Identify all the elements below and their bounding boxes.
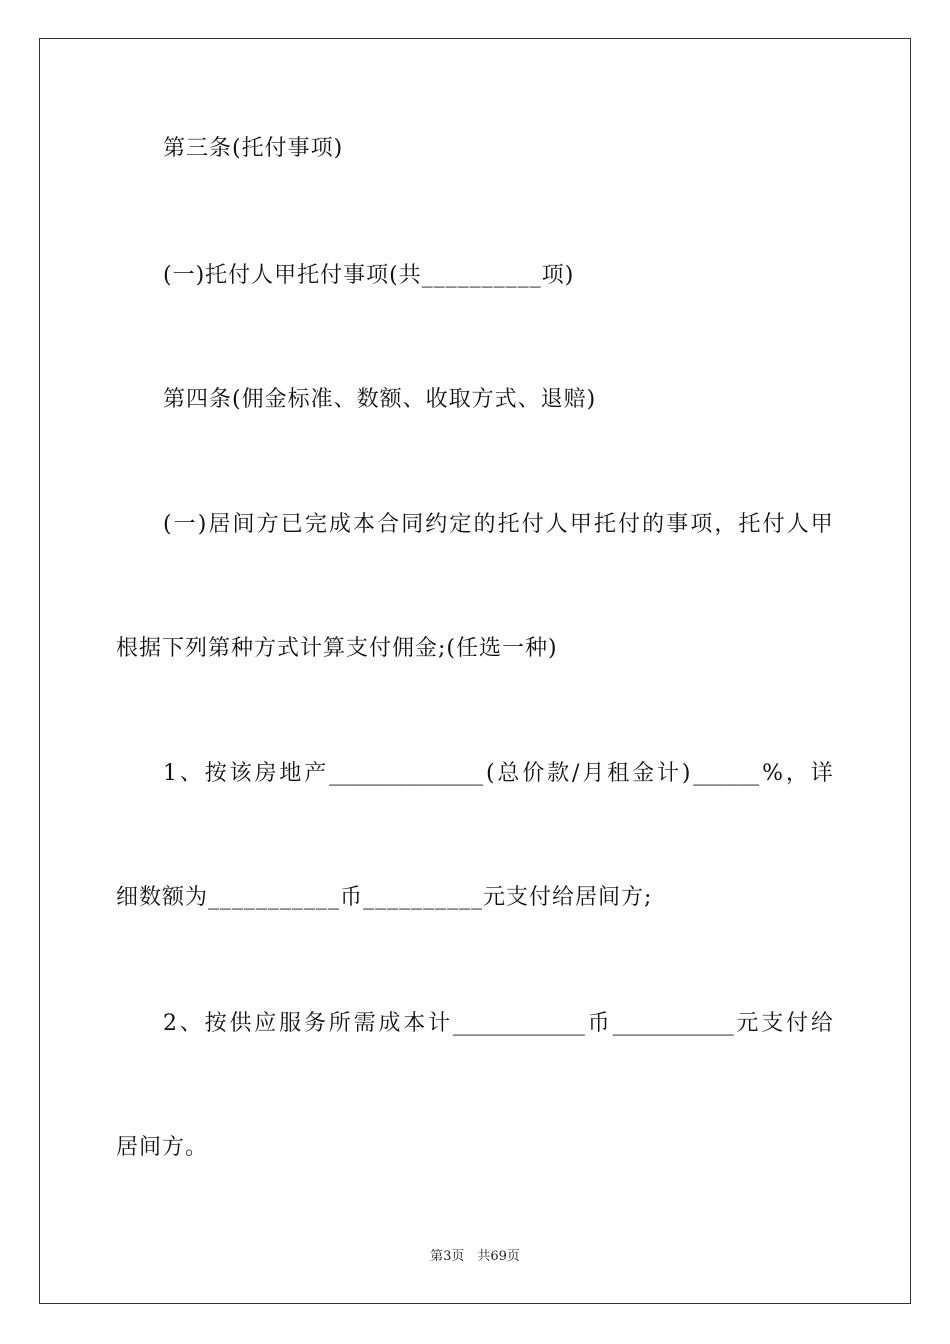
text-glyph: 成 xyxy=(328,512,351,537)
text-glyph: 方 xyxy=(256,512,279,537)
text-glyph: 甲 xyxy=(810,512,833,537)
text-glyph: 总 xyxy=(497,761,520,786)
option-2-line-2: 居间方。 xyxy=(116,1135,209,1160)
blank-field: ____________ xyxy=(452,1011,585,1036)
text-glyph: 元 xyxy=(736,1011,759,1036)
text-glyph: 1 xyxy=(163,761,177,786)
text-glyph: 务 xyxy=(303,1011,326,1036)
blank-field: ______________ xyxy=(329,761,484,786)
text-glyph: 产 xyxy=(304,761,327,786)
text-glyph: 、 xyxy=(179,761,202,786)
text-glyph: 的 xyxy=(473,512,496,537)
text-glyph: 约 xyxy=(425,512,448,537)
text-glyph: 付 xyxy=(521,512,544,537)
text-glyph: 同 xyxy=(401,512,424,537)
text-glyph: 的 xyxy=(642,512,665,537)
article-4-item-1-line-1 xyxy=(163,510,833,540)
text-glyph: 地 xyxy=(279,761,302,786)
text-glyph: 居 xyxy=(208,512,231,537)
option-1-line-2: 细数额为___________币__________元支付给居间方; xyxy=(116,885,653,910)
text-glyph: 间 xyxy=(232,512,255,537)
blank-field: ___________ xyxy=(612,1011,734,1036)
text-glyph: ( xyxy=(163,512,172,537)
text-glyph: 本 xyxy=(403,1011,426,1036)
text-glyph: 币 xyxy=(587,1011,610,1036)
text-glyph: 详 xyxy=(810,761,833,786)
text-glyph: 事 xyxy=(666,512,689,537)
text-glyph: 支 xyxy=(761,1011,784,1036)
text-glyph: % xyxy=(762,761,784,786)
article-4-heading: 第四条(佣金标准、数额、收取方式、退赔) xyxy=(163,387,597,412)
text-glyph: 成 xyxy=(378,1011,401,1036)
text-glyph: 一 xyxy=(173,512,196,537)
text-glyph: 该 xyxy=(229,761,252,786)
text-glyph: 托 xyxy=(497,512,520,537)
text-glyph: 计 xyxy=(428,1011,451,1036)
text-glyph: 定 xyxy=(449,512,472,537)
option-1-line-1 xyxy=(163,759,833,789)
text-glyph: 托 xyxy=(593,512,616,537)
text-glyph: ， xyxy=(714,512,737,537)
text-glyph: ， xyxy=(785,761,808,786)
text-glyph: 租 xyxy=(607,761,630,786)
text-glyph: 金 xyxy=(632,761,655,786)
text-glyph: 已 xyxy=(280,512,303,537)
text-glyph: 按 xyxy=(204,1011,227,1036)
text-glyph: ( xyxy=(485,761,495,786)
page-footer: 第3页 共69页 xyxy=(430,1249,520,1264)
text-glyph: 2 xyxy=(163,1011,177,1036)
text-glyph: 、 xyxy=(179,1011,202,1036)
article-4-item-1-line-2: 根据下列第种方式计算支付佣金;(任选一种) xyxy=(116,636,558,661)
text-glyph: 房 xyxy=(254,761,277,786)
text-glyph: 价 xyxy=(522,761,545,786)
text-glyph: 所 xyxy=(328,1011,351,1036)
text-glyph: / xyxy=(572,761,580,786)
text-glyph: 项 xyxy=(690,512,713,537)
blank-field: ______ xyxy=(693,761,760,786)
article-3-item-1: (一)托付人甲托付事项(共__________项) xyxy=(163,263,575,288)
text-glyph: 甲 xyxy=(569,512,592,537)
text-glyph: 供 xyxy=(229,1011,252,1036)
text-glyph: 服 xyxy=(279,1011,302,1036)
text-glyph: 付 xyxy=(762,512,785,537)
text-glyph: 托 xyxy=(738,512,761,537)
text-glyph: 完 xyxy=(304,512,327,537)
text-glyph: 付 xyxy=(618,512,641,537)
text-glyph: 付 xyxy=(786,1011,809,1036)
text-glyph: 月 xyxy=(582,761,605,786)
text-glyph: 本 xyxy=(353,512,376,537)
text-glyph: 应 xyxy=(254,1011,277,1036)
text-glyph: 人 xyxy=(545,512,568,537)
text-glyph: 人 xyxy=(786,512,809,537)
article-3-heading: 第三条(托付事项) xyxy=(163,136,344,161)
text-glyph: 按 xyxy=(204,761,227,786)
option-2-line-1 xyxy=(163,1009,833,1039)
text-glyph: 款 xyxy=(547,761,570,786)
text-glyph: ) xyxy=(197,512,207,537)
page-border xyxy=(39,38,911,1304)
text-glyph: 需 xyxy=(353,1011,376,1036)
text-glyph: 给 xyxy=(810,1011,833,1036)
text-glyph: ) xyxy=(681,761,691,786)
text-glyph: 计 xyxy=(656,761,679,786)
text-glyph: 合 xyxy=(377,512,400,537)
